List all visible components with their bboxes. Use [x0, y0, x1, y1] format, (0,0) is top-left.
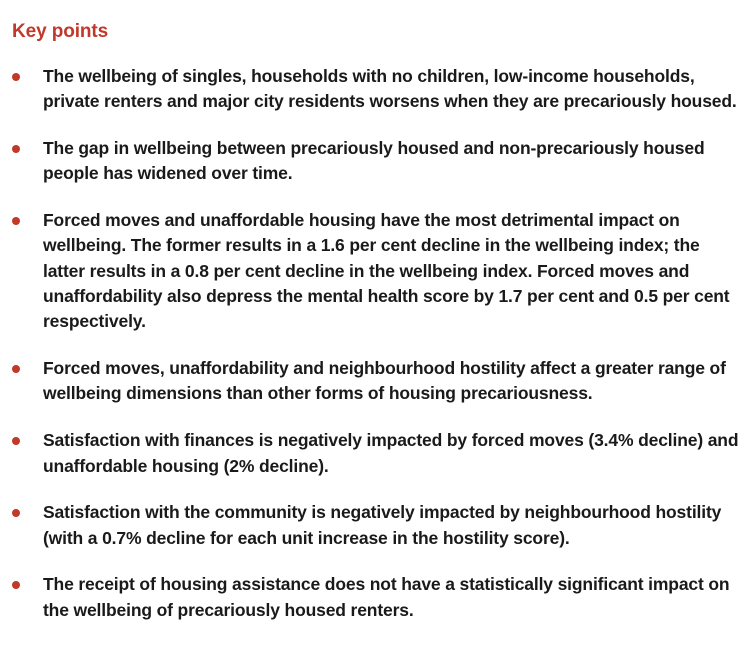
- key-point-text: Satisfaction with the community is negatively impacted by neighbourhood hostility (with a 0.7% decline for each unit increase in the hostility score).: [43, 502, 722, 548]
- key-points-section: [12, 0, 740, 623]
- key-point-text: The wellbeing of singles, households with no children, low-income households, private renters and major city residents worsens when they are precariously housed.: [43, 66, 737, 112]
- bullet-icon: [12, 509, 20, 517]
- key-point-text: The gap in wellbeing between precariously housed and non-precariously housed people has widened over time.: [43, 138, 705, 184]
- key-point-item: [12, 572, 740, 623]
- bullet-icon: [12, 217, 20, 225]
- key-point-text: The receipt of housing assistance does not have a statistically significant impact on the wellbeing of precariously housed renters.: [43, 574, 730, 620]
- key-point-item: [12, 356, 740, 407]
- key-point-text: Forced moves and unaffordable housing have the most detrimental impact on wellbeing. The former results in a 1.6 per cent decline in the wellbeing index; the latter results in a 0.8 per cent decline in the wellbeing index. Forced moves and unaffordability also depress the mental health score by 1.7 per cent and 0.5 per cent respectively.: [43, 210, 730, 332]
- key-point-item: [12, 428, 740, 479]
- section-heading: Key points: [12, 21, 109, 42]
- bullet-icon: [12, 365, 20, 373]
- bullet-icon: [12, 145, 20, 153]
- bullet-icon: [12, 581, 20, 589]
- key-point-item: [12, 208, 740, 334]
- key-point-item: [12, 64, 740, 115]
- key-point-text: Forced moves, unaffordability and neighbourhood hostility affect a greater range of wellbeing dimensions than other forms of housing precariousness.: [43, 358, 726, 404]
- key-point-item: [12, 500, 740, 551]
- bullet-icon: [12, 73, 20, 81]
- key-point-item: [12, 136, 740, 187]
- key-points-list: [12, 64, 740, 623]
- bullet-icon: [12, 437, 20, 445]
- key-point-text: Satisfaction with finances is negatively impacted by forced moves (3.4% decline) and unaffordable housing (2% decline).: [43, 430, 739, 476]
